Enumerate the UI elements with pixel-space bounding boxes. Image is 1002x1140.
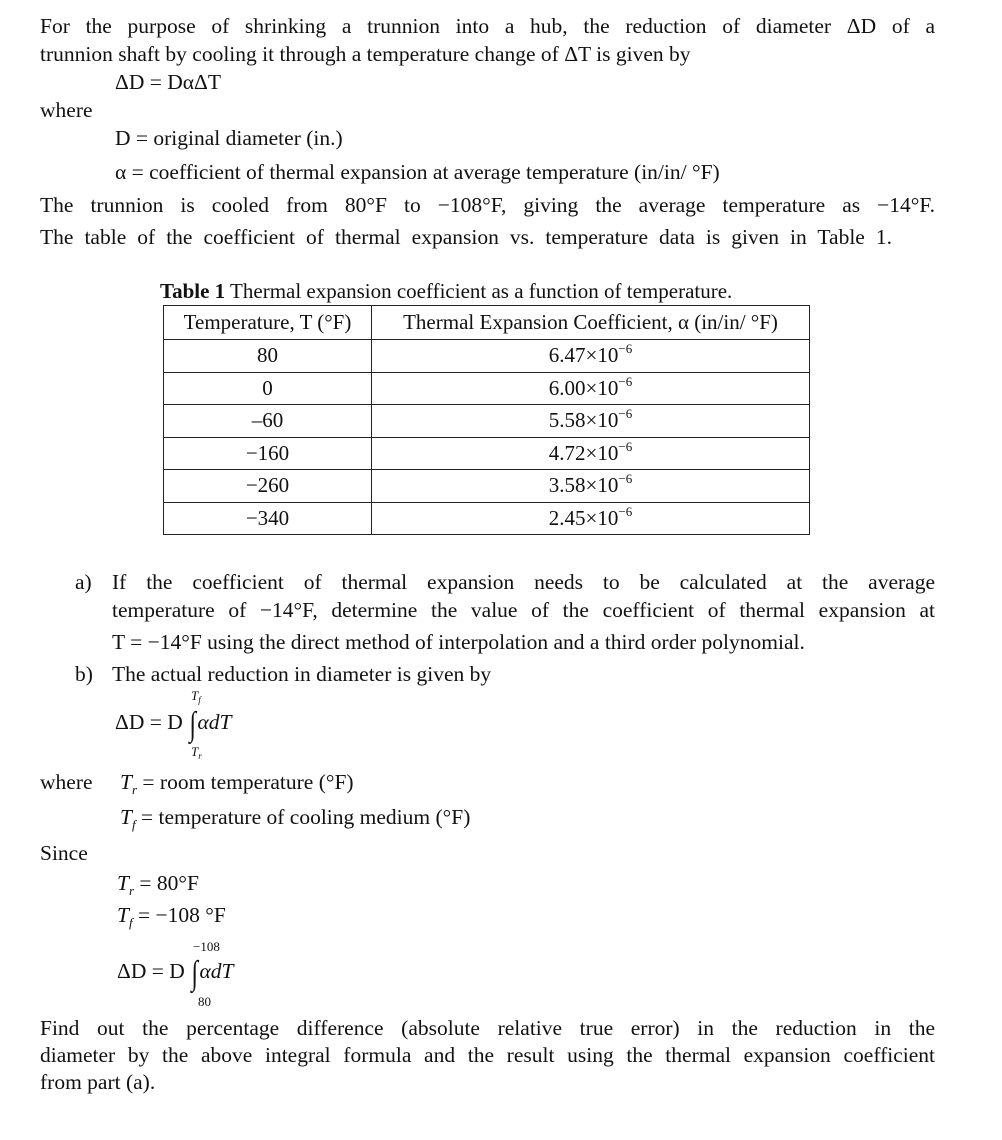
intro-line-2: trunnion shaft by cooling it through a temperature change of ΔT is given by [40,42,691,66]
integral-upper-limit: $T_f$ [191,688,201,705]
table-row [164,372,810,405]
definition-tf: $T_f$ = temperature of cooling medium (°F) [120,805,471,832]
intro-line-3: The trunnion is cooled from 80°F to −108°F, giving the average temperature as −14°F. [40,193,935,217]
final-line-1: Find out the percentage difference (absolute relative true error) in the reduction in the [40,1016,935,1040]
since-label: Since [40,841,88,865]
header-temperature: Temperature, T (°F) [164,306,372,340]
final-line-3: from part (a). [40,1070,156,1094]
header-coefficient: Thermal Expansion Coefficient, α (in/in/ °F) [372,306,810,340]
table-row [164,340,810,373]
definition-tr: $T_r$ = room temperature (°F) [120,770,354,797]
integral-eval-body: αdT [199,959,234,983]
intro-line-1: For the purpose of shrinking a trunnion into a hub, the reduction of diameter ΔD of a [40,14,935,38]
part-b-label: b) [75,662,93,686]
part-a-line-2: temperature of −14°F, determine the value of the coefficient of thermal expansion at [112,598,935,622]
integral-evaluated [117,955,234,992]
part-a-label: a) [75,570,92,594]
cell-coefficient: $5.58\times 10^{-6}$ [372,405,810,438]
definition-d: D = original diameter (in.) [115,126,343,150]
table-caption-text: Thermal expansion coefficient as a function of temperature. [230,279,733,303]
cell-coefficient: $4.72\times 10^{-6}$ [372,437,810,470]
cell-temperature: –60 [164,405,372,438]
cell-coefficient: $6.47\times 10^{-6}$ [372,340,810,373]
integral-formula [115,706,232,743]
integral-eval-lhs: ΔD = D [117,959,185,983]
table-row [164,437,810,470]
table-row [164,502,810,535]
intro-line-4: The table of the coefficient of thermal expansion vs. temperature data is given in Table 1. [40,225,892,249]
cell-coefficient: $2.45\times 10^{-6}$ [372,502,810,535]
cell-coefficient: $6.00\times 10^{-6}$ [372,372,810,405]
where-label: where [40,98,93,122]
thermal-expansion-table [163,305,810,535]
cell-temperature: −260 [164,470,372,503]
cell-temperature: −160 [164,437,372,470]
integral-sign: ∫ [189,706,197,743]
table-row [164,405,810,438]
integral-lower-limit: $T_r$ [191,744,202,761]
integral-eval-sign: ∫ [191,955,199,992]
formula-reduction: ΔD = DαΔT [115,70,221,94]
cell-temperature: 80 [164,340,372,373]
integral-lhs: ΔD = D [115,710,183,734]
part-b-line-1: The actual reduction in diameter is given by [112,662,492,686]
part-a-line-3: T = −14°F using the direct method of interpolation and a third order polynomial. [112,630,805,654]
cell-temperature: 0 [164,372,372,405]
integral-body: αdT [197,710,232,734]
where-label-b: where [40,770,93,794]
table-row [164,470,810,503]
tr-value: $T_r = 80^\circ F$ [117,871,199,898]
definition-alpha: α = coefficient of thermal expansion at average temperature (in/in/ °F) [115,160,720,184]
table-caption-label: Table 1 [160,279,226,303]
part-a-line-1: If the coefficient of thermal expansion needs to be calculated at the average [112,570,935,594]
cell-temperature: −340 [164,502,372,535]
integral-eval-upper: −108 [193,939,220,954]
final-line-2: diameter by the above integral formula and the result using the thermal expansion coefficient [40,1043,935,1067]
tf-value: $T_f = -108$ °F [117,903,226,930]
table-header-row [164,306,810,340]
integral-eval-lower: 80 [198,994,211,1009]
cell-coefficient: $3.58\times 10^{-6}$ [372,470,810,503]
table-caption [160,279,732,304]
